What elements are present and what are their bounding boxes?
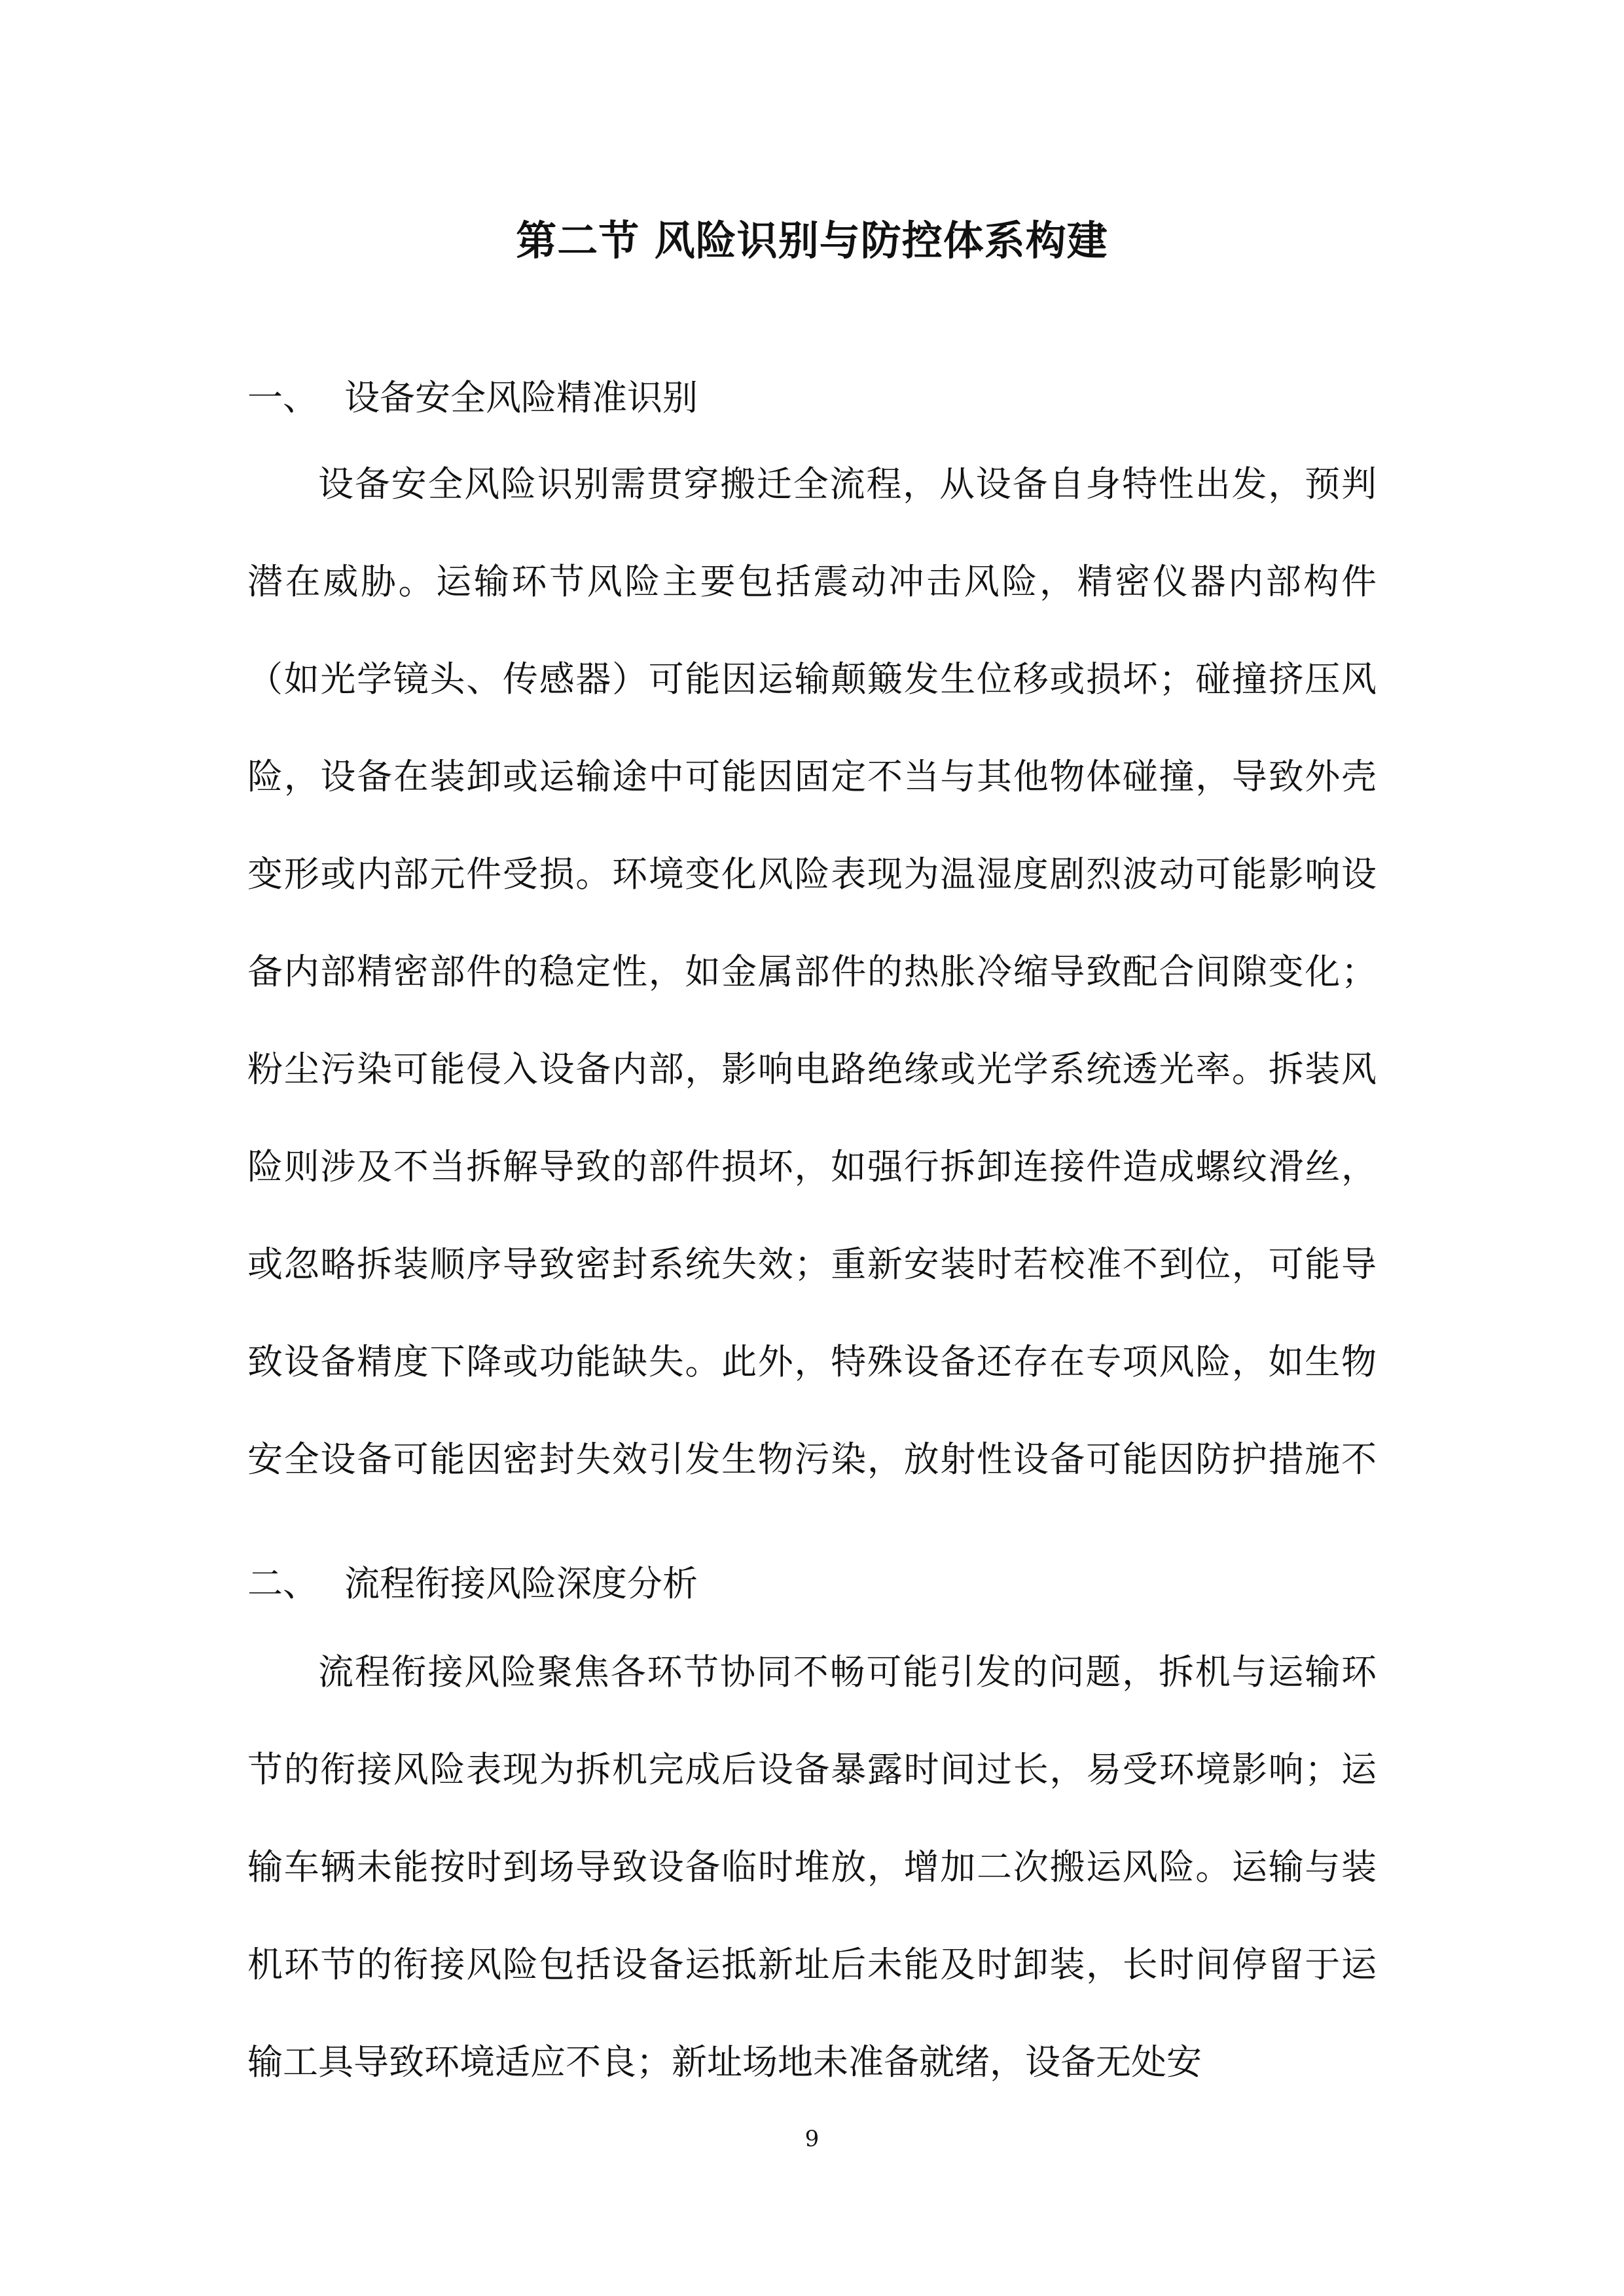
section-heading-2-text: 流程衔接风险深度分析 <box>344 1563 698 1604</box>
section-number-2: 二、 <box>247 1563 318 1604</box>
page-number: 9 <box>804 2126 820 2152</box>
section-paragraph-2: 流程衔接风险聚焦各环节协同不畅可能引发的问题，拆机与运输环节的衔接风险表现为拆机完成后设备暴露时间过长，易受环境影响；运输车辆未能按时到场导致设备临时堆放，增加二次搬运风险。运输与装机环节的衔接风险包括设备运抵新址后未能及时卸装，长时间停留于运输工具导致环境适应不良；新址场地未准备就绪，设备无处安 <box>247 1651 1377 2083</box>
section-heading-2 <box>247 1558 698 1610</box>
section-paragraph-1: 设备安全风险识别需贯穿搬迁全流程，从设备自身特性出发，预判潜在威胁。运输环节风险主要包括震动冲击风险，精密仪器内部构件（如光学镜头、传感器）可能因运输颠簸发生位移或损坏；碰撞挤压风险，设备在装卸或运输途中可能因固定不当与其他物体碰撞，导致外壳变形或内部元件受损。环境变化风险表现为温湿度剧烈波动可能影响设备内部精密部件的稳定性，如金属部件的热胀冷缩导致配合间隙变化；粉尘污染可能侵入设备内部，影响电路绝缘或光学系统透光率。拆装风险则涉及不当拆解导致的部件损坏，如强行拆卸连接件造成螺纹滑丝，或忽略拆装顺序导致密封系统失效；重新安装时若校准不到位，可能导致设备精度下降或功能缺失。此外，特殊设备还存在专项风险，如生物安全设备可能因密封失效引发生物污染，放射性设备可能因防护措施不 <box>247 463 1377 1480</box>
section-title: 第二节 风险识别与防控体系构建 <box>516 217 1108 264</box>
section-heading-1-text: 设备安全风险精准识别 <box>344 377 698 418</box>
section-number-1: 一、 <box>247 377 318 418</box>
section-heading-1 <box>247 372 698 424</box>
